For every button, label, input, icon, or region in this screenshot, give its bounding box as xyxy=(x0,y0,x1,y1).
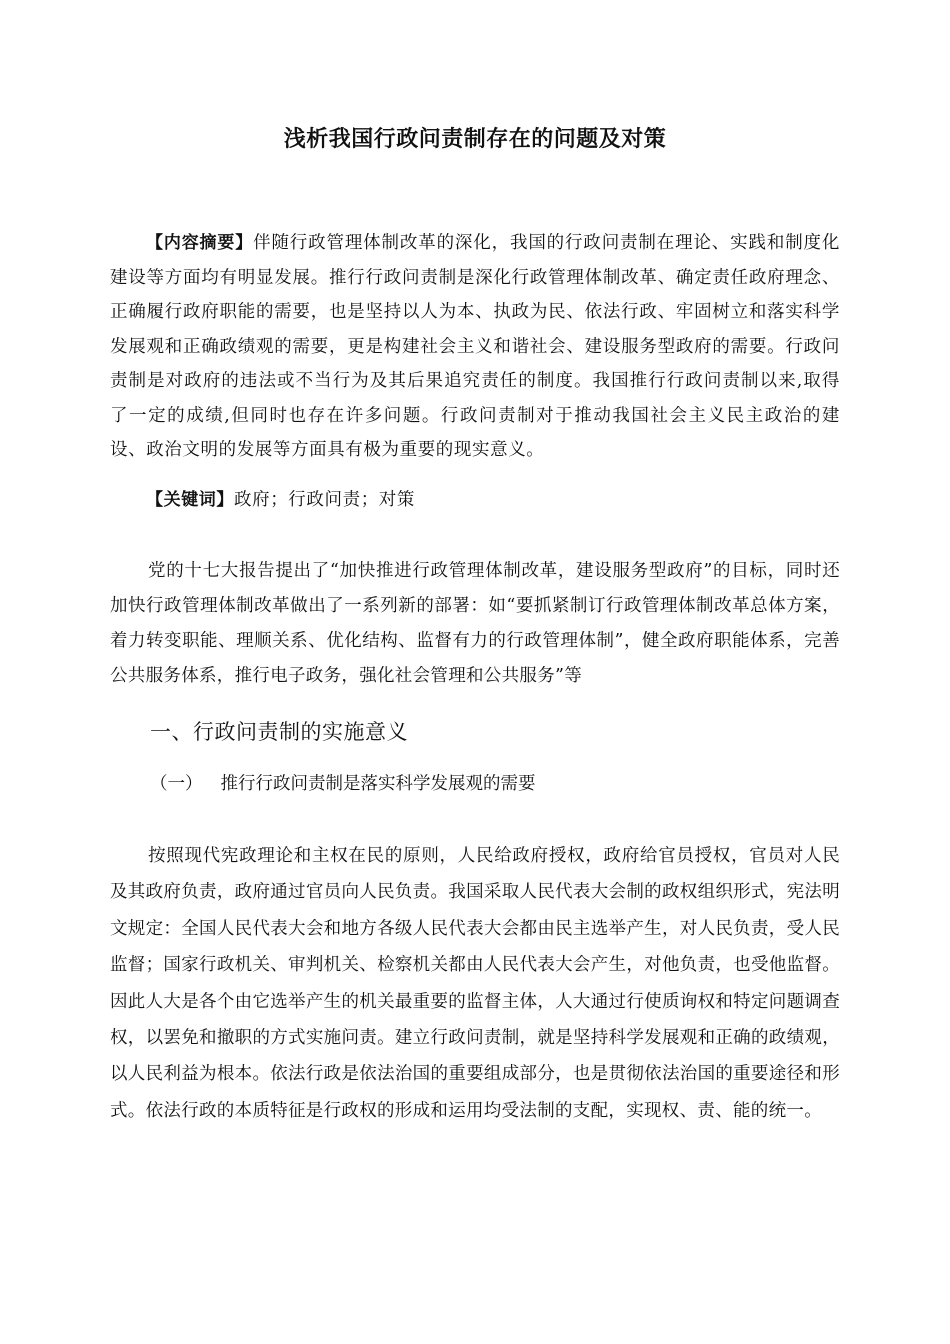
body-paragraph: 按照现代宪政理论和主权在民的原则，人民给政府授权，政府给官员授权，官员对人民及其政府负责，政府通过官员向人民负责。我国采取人民代表大会制的政权组织形式，宪法明文规定：全国人民代表大会和地方各级人民代表大会都由民主选举产生，对人民负责，受人民监督；国家行政机关、审判机关、检察机关都由人民代表大会产生，对他负责，也受他监督。因此人大是各个由它选举产生的机关最重要的监督主体，人大通过行使质询权和特定问题调查权，以罢免和撤职的方式实施问责。建立行政问责制，就是坚持科学发展观和正确的政绩观，以人民利益为根本。依法行政是依法治国的重要组成部分，也是贯彻依法治国的重要途径和形式。依法行政的本质特征是行政权的形成和运用均受法制的支配，实现权、责、能的统一。 xyxy=(110,846,840,1121)
keywords-label: 【关键词】 xyxy=(146,490,234,510)
subsection-heading xyxy=(150,770,536,798)
intro-paragraph: 党的十七大报告提出了“加快推进行政管理体制改革，建设服务型政府”的目标，同时还加快行政管理体制改革做出了一系列新的部署：如“要抓紧制订行政管理体制改革总体方案，着力转变职能、理顺关系、优化结构、监督有力的行政管理体制”，健全政府职能体系，完善公共服务体系，推行电子政务，强化社会管理和公共服务”等 xyxy=(110,561,840,686)
subsection-title: 推行行政问责制是落实科学发展观的需要 xyxy=(220,774,536,794)
abstract-text: 伴随行政管理体制改革的深化，我国的行政问责制在理论、实践和制度化建设等方面均有明显发展。推行行政问责制是深化行政管理体制改革、确定责任政府理念、正确履行政府职能的需要，也是坚持以人为本、执政为民、依法行政、牢固树立和落实科学发展观和正确政绩观的需要，更是构建社会主义和谐社会、建设服务型政府的需要。行政问责制是对政府的违法或不当行为及其后果追究责任的制度。我国推行行政问责制以来,取得了一定的成绩,但同时也存在许多问题。行政问责制对于推动我国社会主义民主政治的建设、政治文明的发展等方面具有极为重要的现实意义。 xyxy=(110,233,840,460)
abstract-paragraph xyxy=(110,226,840,468)
subsection-number: （一） xyxy=(150,774,203,794)
document-title: 浅析我国行政问责制存在的问题及对策 xyxy=(283,127,667,152)
section-heading: 一、行政问责制的实施意义 xyxy=(150,720,408,744)
keywords-paragraph xyxy=(110,485,840,515)
abstract-label: 【内容摘要】 xyxy=(146,233,254,253)
keywords-text: 政府；行政问责；对策 xyxy=(234,490,415,510)
